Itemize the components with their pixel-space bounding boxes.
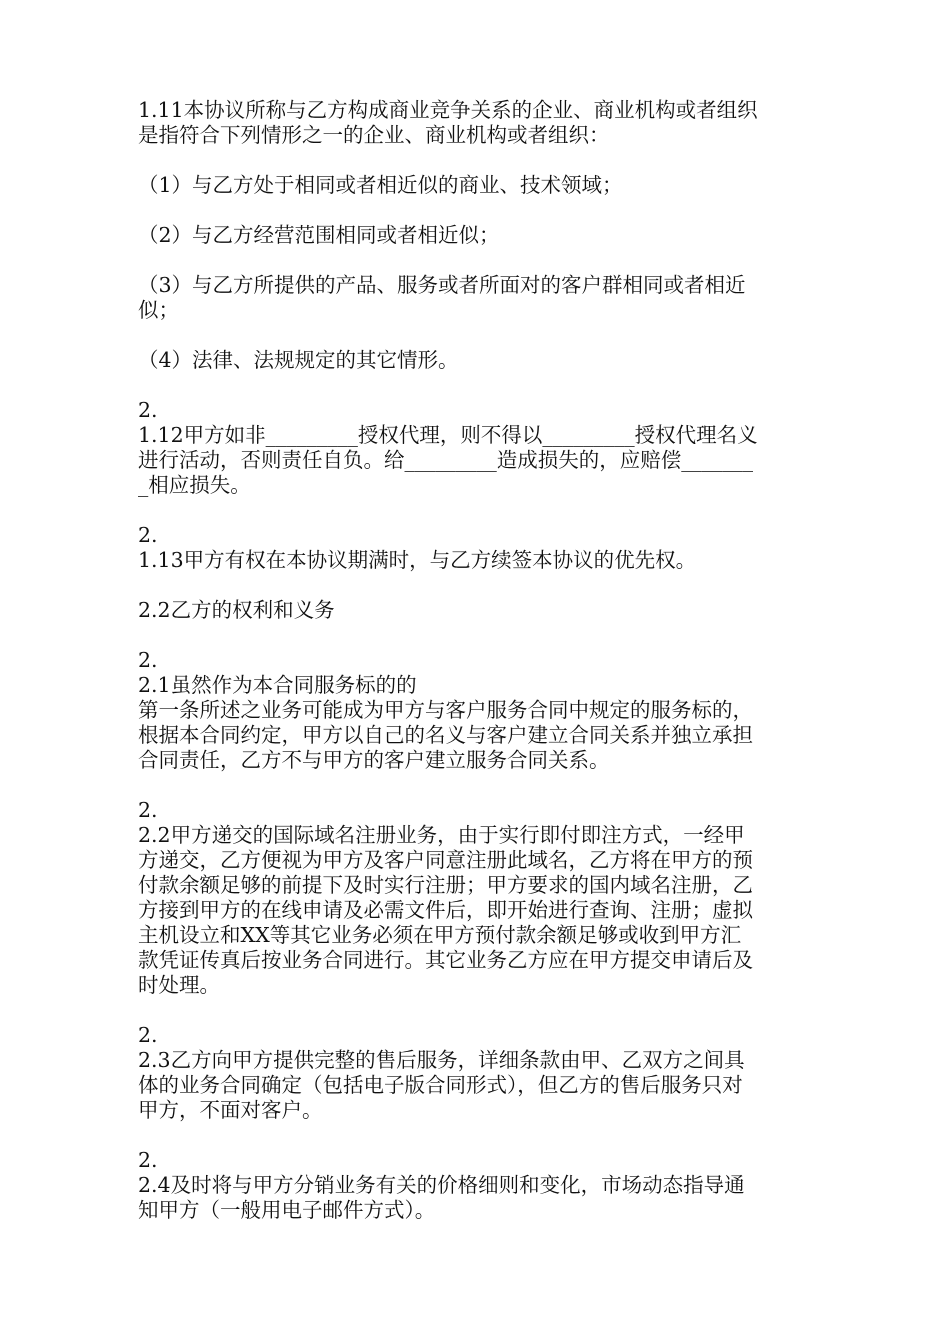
text-line: 甲方，不面对客户。 [138, 1098, 323, 1122]
text-line: 2. [138, 648, 158, 672]
text-line: 1.13甲方有权在本协议期满时，与乙方续签本协议的优先权。 [138, 548, 697, 572]
text-line: 款凭证传真后按业务合同进行。其它业务乙方应在甲方提交申请后及 [138, 948, 753, 972]
paragraph [138, 273, 818, 323]
text-line: 根据本合同约定，甲方以自己的名义与客户建立合同关系并独立承担 [138, 723, 753, 747]
text-line: （1）与乙方处于相同或者相近似的商业、技术领域； [138, 173, 623, 197]
text-line: 1.12甲方如非_________授权代理，则不得以_________授权代理名义 [138, 423, 758, 447]
text-line: （4）法律、法规规定的其它情形。 [138, 348, 459, 372]
text-line: 合同责任，乙方不与甲方的客户建立服务合同关系。 [138, 748, 610, 772]
text-line: 是指符合下列情形之一的企业、商业机构或者组织： [138, 123, 610, 147]
text-line: 方接到甲方的在线申请及必需文件后，即开始进行查询、注册；虚拟 [138, 898, 753, 922]
text-line: 2. [138, 398, 158, 422]
text-line: 2. [138, 798, 158, 822]
text-line: 似； [138, 298, 179, 322]
text-line: _相应损失。 [138, 473, 251, 497]
text-line: 2.2甲方递交的国际域名注册业务，由于实行即付即注方式，一经甲 [138, 823, 745, 847]
text-line: 1.11本协议所称与乙方构成商业竞争关系的企业、商业机构或者组织 [138, 98, 758, 122]
paragraph [138, 348, 818, 373]
text-line: 2.2乙方的权利和义务 [138, 598, 335, 622]
text-line: 2. [138, 523, 158, 547]
text-line: 时处理。 [138, 973, 220, 997]
paragraph [138, 598, 818, 623]
text-line: （3）与乙方所提供的产品、服务或者所面对的客户群相同或者相近 [138, 273, 746, 297]
document-page [138, 98, 818, 1248]
paragraph [138, 648, 818, 773]
document-body [138, 98, 818, 1223]
text-line: 方递交，乙方便视为甲方及客户同意注册此域名，乙方将在甲方的预 [138, 848, 753, 872]
text-line: 体的业务合同确定（包括电子版合同形式），但乙方的售后服务只对 [138, 1073, 743, 1097]
text-line: 付款余额足够的前提下及时实行注册；甲方要求的国内域名注册，乙 [138, 873, 753, 897]
paragraph [138, 173, 818, 198]
text-line: （2）与乙方经营范围相同或者相近似； [138, 223, 500, 247]
paragraph [138, 398, 818, 498]
paragraph [138, 1023, 818, 1123]
paragraph [138, 523, 818, 573]
text-line: 第一条所述之业务可能成为甲方与客户服务合同中规定的服务标的， [138, 698, 753, 722]
text-line: 主机设立和XX等其它业务必须在甲方预付款余额足够或收到甲方汇 [138, 923, 742, 947]
text-line: 进行活动，否则责任自负。给_________造成损失的，应赔偿_______ [138, 448, 753, 472]
text-line: 2. [138, 1148, 158, 1172]
text-line: 2.1虽然作为本合同服务标的的 [138, 673, 417, 697]
paragraph [138, 223, 818, 248]
paragraph [138, 1148, 818, 1223]
text-line: 2.3乙方向甲方提供完整的售后服务，详细条款由甲、乙双方之间具 [138, 1048, 745, 1072]
text-line: 知甲方（一般用电子邮件方式）。 [138, 1198, 436, 1222]
paragraph [138, 798, 818, 998]
paragraph [138, 98, 818, 148]
text-line: 2.4及时将与甲方分销业务有关的价格细则和变化，市场动态指导通 [138, 1173, 745, 1197]
text-line: 2. [138, 1023, 158, 1047]
